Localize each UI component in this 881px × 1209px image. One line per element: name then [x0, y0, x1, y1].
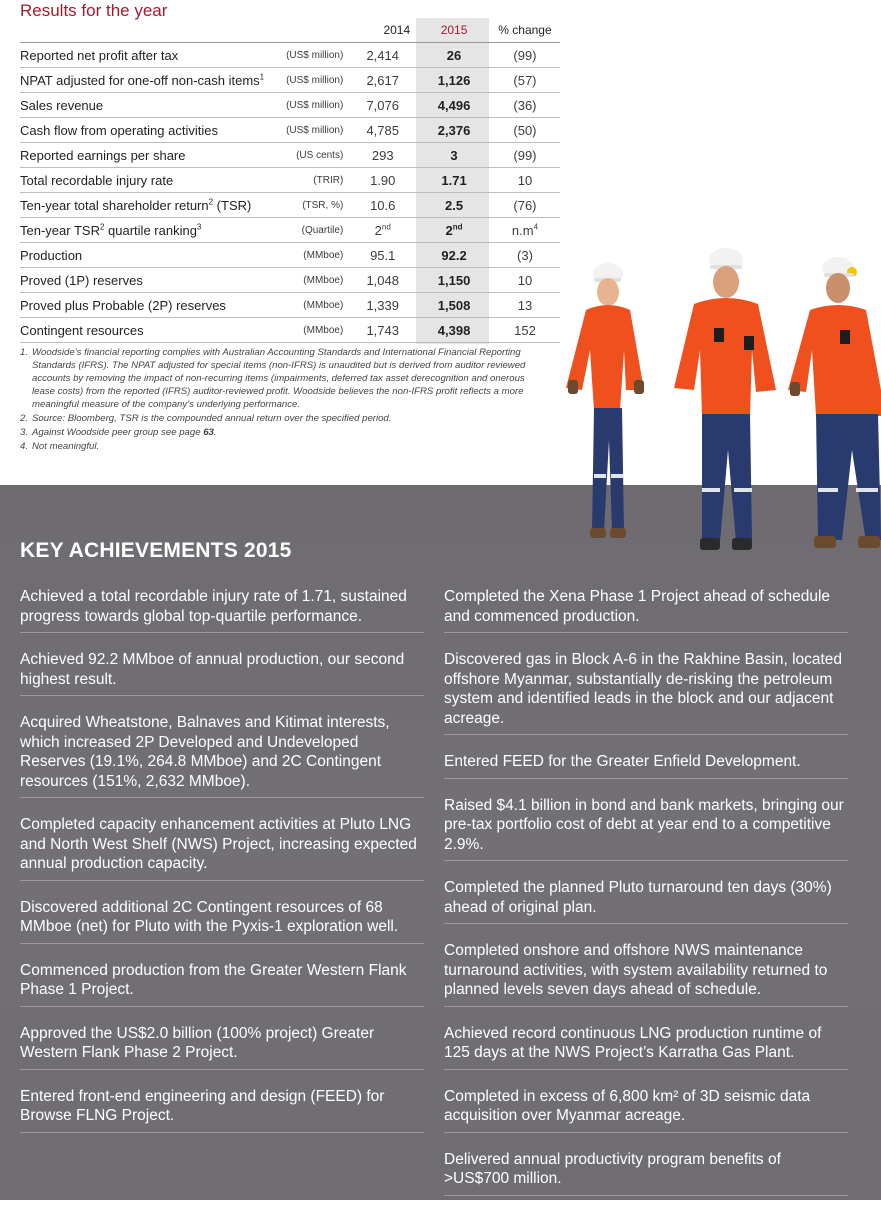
value-2014: 10.6 — [347, 193, 418, 218]
value-2014: 1.90 — [347, 168, 418, 193]
key-achievements-title: KEY ACHIEVEMENTS 2015 — [20, 539, 292, 562]
row-label: Proved plus Probable (2P) reserves — [20, 293, 281, 318]
value-2015: 92.2 — [418, 243, 490, 268]
achievement-item: Completed capacity enhancement activities at Pluto LNG and North West Shelf (NWS) Project, increasing expected annual production capacity. — [20, 811, 424, 881]
value-2014: 2nd — [347, 218, 418, 243]
achievement-item: Raised $4.1 billion in bond and bank markets, bringing our pre-tax portfolio cost of debt at year end to a competitive 2.9%. — [444, 792, 848, 862]
achievements-right-column — [444, 583, 848, 1209]
footnote — [20, 426, 550, 439]
value-change: (3) — [490, 243, 560, 268]
table-row — [20, 268, 560, 293]
value-change: 10 — [490, 168, 560, 193]
value-2015: 3 — [418, 143, 490, 168]
footnotes — [20, 346, 550, 454]
value-2015: 4,398 — [418, 318, 490, 343]
results-title: Results for the year — [20, 1, 168, 20]
row-label: Reported earnings per share — [20, 143, 281, 168]
footnote — [20, 412, 550, 425]
achievement-item: Achieved 92.2 MMboe of annual production, our second highest result. — [20, 646, 424, 696]
value-2014: 2,414 — [347, 43, 418, 68]
header-label — [20, 18, 281, 43]
achievement-item: Acquired Wheatstone, Balnaves and Kitimat interests, which increased 2P Developed and Undeveloped Reserves (19.1%, 264.8 MMboe) and 2C Contingent resources (151%, 2,632 MMboe). — [20, 709, 424, 798]
achievement-item: Discovered gas in Block A-6 in the Rakhine Basin, located offshore Myanmar, substantially de-risking the petroleum system and identified leads in the block and our adjacent acreage. — [444, 646, 848, 735]
footnote-page-ref: 63 — [203, 427, 214, 438]
row-label: Reported net profit after tax — [20, 43, 281, 68]
row-unit: (MMboe) — [281, 293, 347, 318]
value-2015: 2.5 — [418, 193, 490, 218]
row-unit: (Quartile) — [281, 218, 347, 243]
footnote — [20, 346, 550, 411]
value-change: 152 — [490, 318, 560, 343]
value-2015: 2,376 — [418, 118, 490, 143]
row-unit: (US$ million) — [281, 43, 347, 68]
footnote — [20, 440, 550, 453]
value-change: (76) — [490, 193, 560, 218]
value-change: (36) — [490, 93, 560, 118]
row-unit: (US cents) — [281, 143, 347, 168]
achievements-left-column — [20, 583, 424, 1146]
superscript: 2 — [99, 222, 105, 232]
superscript: nd — [381, 222, 391, 232]
footnote-text: Not meaningful. — [32, 441, 100, 452]
header-change: % change — [490, 18, 560, 43]
achievement-item: Achieved a total recordable injury rate of 1.71, sustained progress towards global top-quartile performance. — [20, 583, 424, 633]
value-2014: 1,339 — [347, 293, 418, 318]
value-2015: 2nd — [418, 218, 490, 243]
value-2014: 1,743 — [347, 318, 418, 343]
row-unit: (TRIR) — [281, 168, 347, 193]
row-label: Production — [20, 243, 281, 268]
value-2015: 4,496 — [418, 93, 490, 118]
footnote-number: 4. — [20, 441, 29, 452]
row-unit: (US$ million) — [281, 93, 347, 118]
value-2015: 1,150 — [418, 268, 490, 293]
value-2014: 293 — [347, 143, 418, 168]
value-2015: 1,126 — [418, 68, 490, 93]
superscript: 1 — [259, 72, 265, 82]
value-change: (99) — [490, 43, 560, 68]
table-row — [20, 68, 560, 93]
superscript: nd — [452, 222, 463, 232]
row-unit: (MMboe) — [281, 243, 347, 268]
header-2014: 2014 — [347, 18, 418, 43]
achievement-item: Completed the planned Pluto turnaround ten days (30%) ahead of original plan. — [444, 874, 848, 924]
value-2014: 4,785 — [347, 118, 418, 143]
table-header-row — [20, 18, 560, 43]
value-2014: 95.1 — [347, 243, 418, 268]
value-change: $n.m^4$ — [490, 218, 560, 243]
achievement-item: Commenced production from the Greater Western Flank Phase 1 Project. — [20, 957, 424, 1007]
value-2014: 1,048 — [347, 268, 418, 293]
header-2015: 2015 — [418, 18, 490, 43]
value-change: (57) — [490, 68, 560, 93]
workers-photo — [548, 240, 881, 560]
table-row — [20, 193, 560, 218]
header-unit — [281, 18, 347, 43]
row-unit: (TSR, %) — [281, 193, 347, 218]
value-2015: 1.71 — [418, 168, 490, 193]
results-table — [20, 18, 560, 343]
footnote-text: Woodside’s financial reporting complies with Australian Accounting Standards and International Financial Reporting Standards (IFRS). The NPAT adjusted for special items (non-IFRS) is unaudited but is derived from auditor reviewed accounts by removing the impact of non-recurring items (impairments, deferred tax asset derecognition and onerous lease costs) from the reported (IFRS) auditor-reviewed profit. Woodside believes the non-IFRS profit reflects a more meaningful measure of the company’s underlying performance. — [32, 347, 526, 410]
achievement-item: Delivered annual productivity program benefits of >US$700 million. — [444, 1146, 848, 1196]
achievement-item: Completed the Xena Phase 1 Project ahead of schedule and commenced production. — [444, 583, 848, 633]
footnote-text: Source: Bloomberg, TSR is the compounded annual return over the specified period. — [32, 413, 392, 424]
achievement-item: Achieved record continuous LNG production runtime of 125 days at the NWS Project’s Karratha Gas Plant. — [444, 1020, 848, 1070]
table-row — [20, 43, 560, 68]
achievement-item: Approved the US$2.0 billion (100% project) Greater Western Flank Phase 2 Project. — [20, 1020, 424, 1070]
superscript: 2 — [208, 197, 214, 207]
table-row — [20, 93, 560, 118]
row-unit: (US$ million) — [281, 68, 347, 93]
results-body — [20, 43, 560, 343]
achievement-item: Completed in excess of 6,800 km² of 3D seismic data acquisition over Myanmar acreage. — [444, 1083, 848, 1133]
row-label: Ten-year total shareholder return$^2$ (TSR) — [20, 193, 281, 218]
superscript: 3 — [196, 222, 202, 232]
footnote-number: 1. — [20, 347, 29, 358]
value-2014: 7,076 — [347, 93, 418, 118]
row-label: NPAT adjusted for one-off non-cash items$^1$ — [20, 68, 281, 93]
table-row — [20, 243, 560, 268]
footnote-number: 3. — [20, 427, 29, 438]
value-change: 13 — [490, 293, 560, 318]
worker-middle — [674, 248, 776, 550]
footnote-text: Against Woodside peer group see page 63. — [32, 427, 217, 438]
worker-left — [566, 263, 644, 538]
value-2014: 2,617 — [347, 68, 418, 93]
table-row — [20, 218, 560, 243]
superscript: 4 — [533, 222, 539, 232]
table-row — [20, 293, 560, 318]
achievement-item: Entered FEED for the Greater Enfield Development. — [444, 748, 848, 779]
achievement-item: Discovered additional 2C Contingent resources of 68 MMboe (net) for Pluto with the Pyxis-1 exploration well. — [20, 894, 424, 944]
table-row — [20, 318, 560, 343]
footnote-number: 2. — [20, 413, 29, 424]
row-label: Cash flow from operating activities — [20, 118, 281, 143]
value-change: (50) — [490, 118, 560, 143]
value-change: 10 — [490, 268, 560, 293]
row-unit: (MMboe) — [281, 268, 347, 293]
worker-right — [788, 257, 881, 548]
table-row — [20, 118, 560, 143]
key-achievements-panel — [0, 485, 881, 1200]
row-label: Contingent resources — [20, 318, 281, 343]
row-unit: (MMboe) — [281, 318, 347, 343]
achievement-item: Completed onshore and offshore NWS maintenance turnaround activities, with system availability returned to planned levels seven days ahead of schedule. — [444, 937, 848, 1007]
achievement-item: Entered front-end engineering and design (FEED) for Browse FLNG Project. — [20, 1083, 424, 1133]
value-2015: 1,508 — [418, 293, 490, 318]
table-row — [20, 168, 560, 193]
row-unit: (US$ million) — [281, 118, 347, 143]
table-row — [20, 143, 560, 168]
row-label: Total recordable injury rate — [20, 168, 281, 193]
row-label: Ten-year TSR$^2$ quartile ranking$^3$ — [20, 218, 281, 243]
row-label: Proved (1P) reserves — [20, 268, 281, 293]
row-label: Sales revenue — [20, 93, 281, 118]
value-2015: 26 — [418, 43, 490, 68]
value-change: (99) — [490, 143, 560, 168]
